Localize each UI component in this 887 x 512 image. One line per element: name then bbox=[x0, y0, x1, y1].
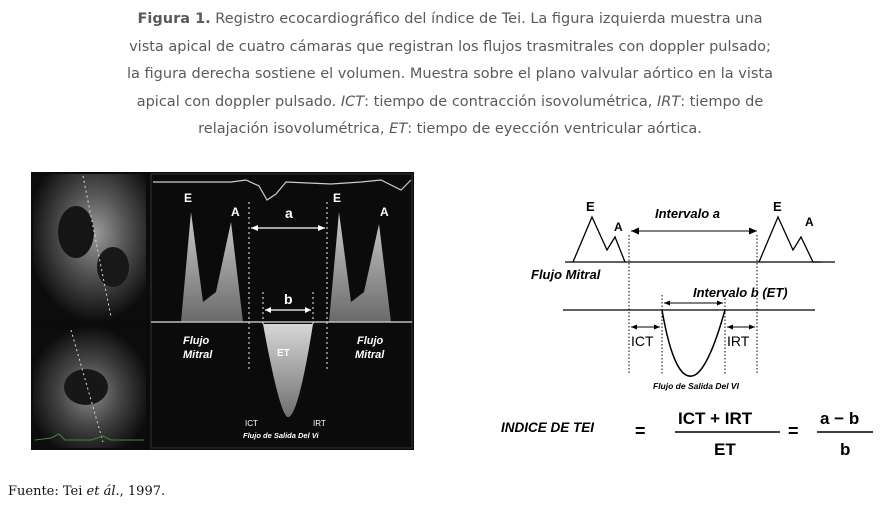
label-a-right: A bbox=[380, 205, 389, 219]
et-label: ET bbox=[277, 348, 290, 359]
schema-outflow-label: Flujo de Salida Del VI bbox=[653, 381, 739, 391]
ict-label: ICT bbox=[245, 419, 258, 428]
interval-b-label: b bbox=[284, 291, 293, 307]
schema-e-right: E bbox=[773, 199, 782, 214]
arrow-head bbox=[749, 325, 755, 330]
caption-ict: ICT bbox=[340, 93, 365, 110]
flujo-mitral-right-1: Flujo bbox=[357, 335, 384, 347]
caption-line-3: la figura derecha sostiene el volumen. Muestra sobre el plano valvular aórtico en la vista bbox=[127, 66, 773, 82]
label-a-left: A bbox=[231, 205, 240, 219]
fraction-1-denominator: ET bbox=[714, 440, 736, 459]
figure-label: Figura 1. bbox=[137, 11, 211, 27]
chamber-shadow bbox=[97, 247, 129, 287]
chamber-shadow bbox=[58, 206, 94, 258]
flujo-mitral-left-1: Flujo bbox=[183, 335, 210, 347]
figure-caption bbox=[40, 6, 860, 144]
indice-tei-label: INDICE DE TEI bbox=[501, 420, 595, 435]
arrow-head bbox=[654, 325, 660, 330]
intervalo-a-label: Intervalo a bbox=[655, 206, 721, 221]
schema-a-left: A bbox=[614, 220, 623, 234]
tei-index-schematic bbox=[495, 195, 880, 470]
figure-source bbox=[8, 484, 165, 499]
caption-irt: IRT bbox=[656, 93, 681, 110]
caption-line-5a: relajación isovolumétrica, bbox=[198, 121, 390, 137]
irt-label: IRT bbox=[313, 419, 326, 428]
flujo-mitral-right-2: Mitral bbox=[355, 349, 385, 361]
source-prefix: Fuente: Tei bbox=[8, 484, 87, 499]
arrow-head bbox=[727, 325, 733, 330]
fraction-2-numerator: a − b bbox=[820, 409, 860, 428]
echo-doppler-figure bbox=[31, 172, 414, 450]
arrow-head bbox=[631, 228, 639, 235]
arrow-head bbox=[631, 325, 637, 330]
caption-line-4a: apical con doppler pulsado. bbox=[136, 93, 341, 110]
aortic-outflow-curve bbox=[662, 310, 725, 376]
flujo-mitral-left-2: Mitral bbox=[183, 349, 213, 361]
source-suffix: , 1997. bbox=[119, 484, 166, 499]
chamber-shadow bbox=[64, 369, 108, 405]
caption-et: ET bbox=[389, 121, 408, 137]
intervalo-b-label: Intervalo b (ET) bbox=[693, 285, 788, 300]
arrow-head bbox=[717, 301, 723, 306]
fraction-1-numerator: ICT + IRT bbox=[678, 409, 753, 428]
schema-e-left: E bbox=[586, 199, 595, 214]
interval-a-label: a bbox=[285, 205, 293, 221]
label-e-right: E bbox=[333, 191, 342, 205]
equals-sign-1: = bbox=[635, 421, 646, 441]
label-e-left: E bbox=[184, 191, 193, 205]
outflow-label: Flujo de Salida Del Vi bbox=[243, 431, 319, 440]
equals-sign-2: = bbox=[788, 421, 799, 441]
caption-line-4c: : tiempo de bbox=[680, 93, 764, 110]
flujo-mitral-label: Flujo Mitral bbox=[531, 267, 601, 282]
caption-line-2: vista apical de cuatro cámaras que registran los flujos trasmitrales con doppler pulsado; bbox=[129, 38, 771, 55]
schema-a-right: A bbox=[805, 215, 814, 229]
arrow-head bbox=[749, 228, 757, 235]
source-etal: et ál. bbox=[86, 484, 120, 499]
schema-ict-label: ICT bbox=[631, 333, 654, 349]
fraction-2-denominator: b bbox=[840, 440, 851, 459]
schema-irt-label: IRT bbox=[727, 333, 750, 349]
caption-line-5b: : tiempo de eyección ventricular aórtica. bbox=[407, 121, 702, 137]
caption-line-1: Registro ecocardiográfico del índice de Tei. La figura izquierda muestra una bbox=[210, 11, 763, 27]
arrow-head bbox=[664, 301, 670, 306]
caption-line-4b: : tiempo de contracción isovolumétrica, bbox=[364, 93, 657, 110]
